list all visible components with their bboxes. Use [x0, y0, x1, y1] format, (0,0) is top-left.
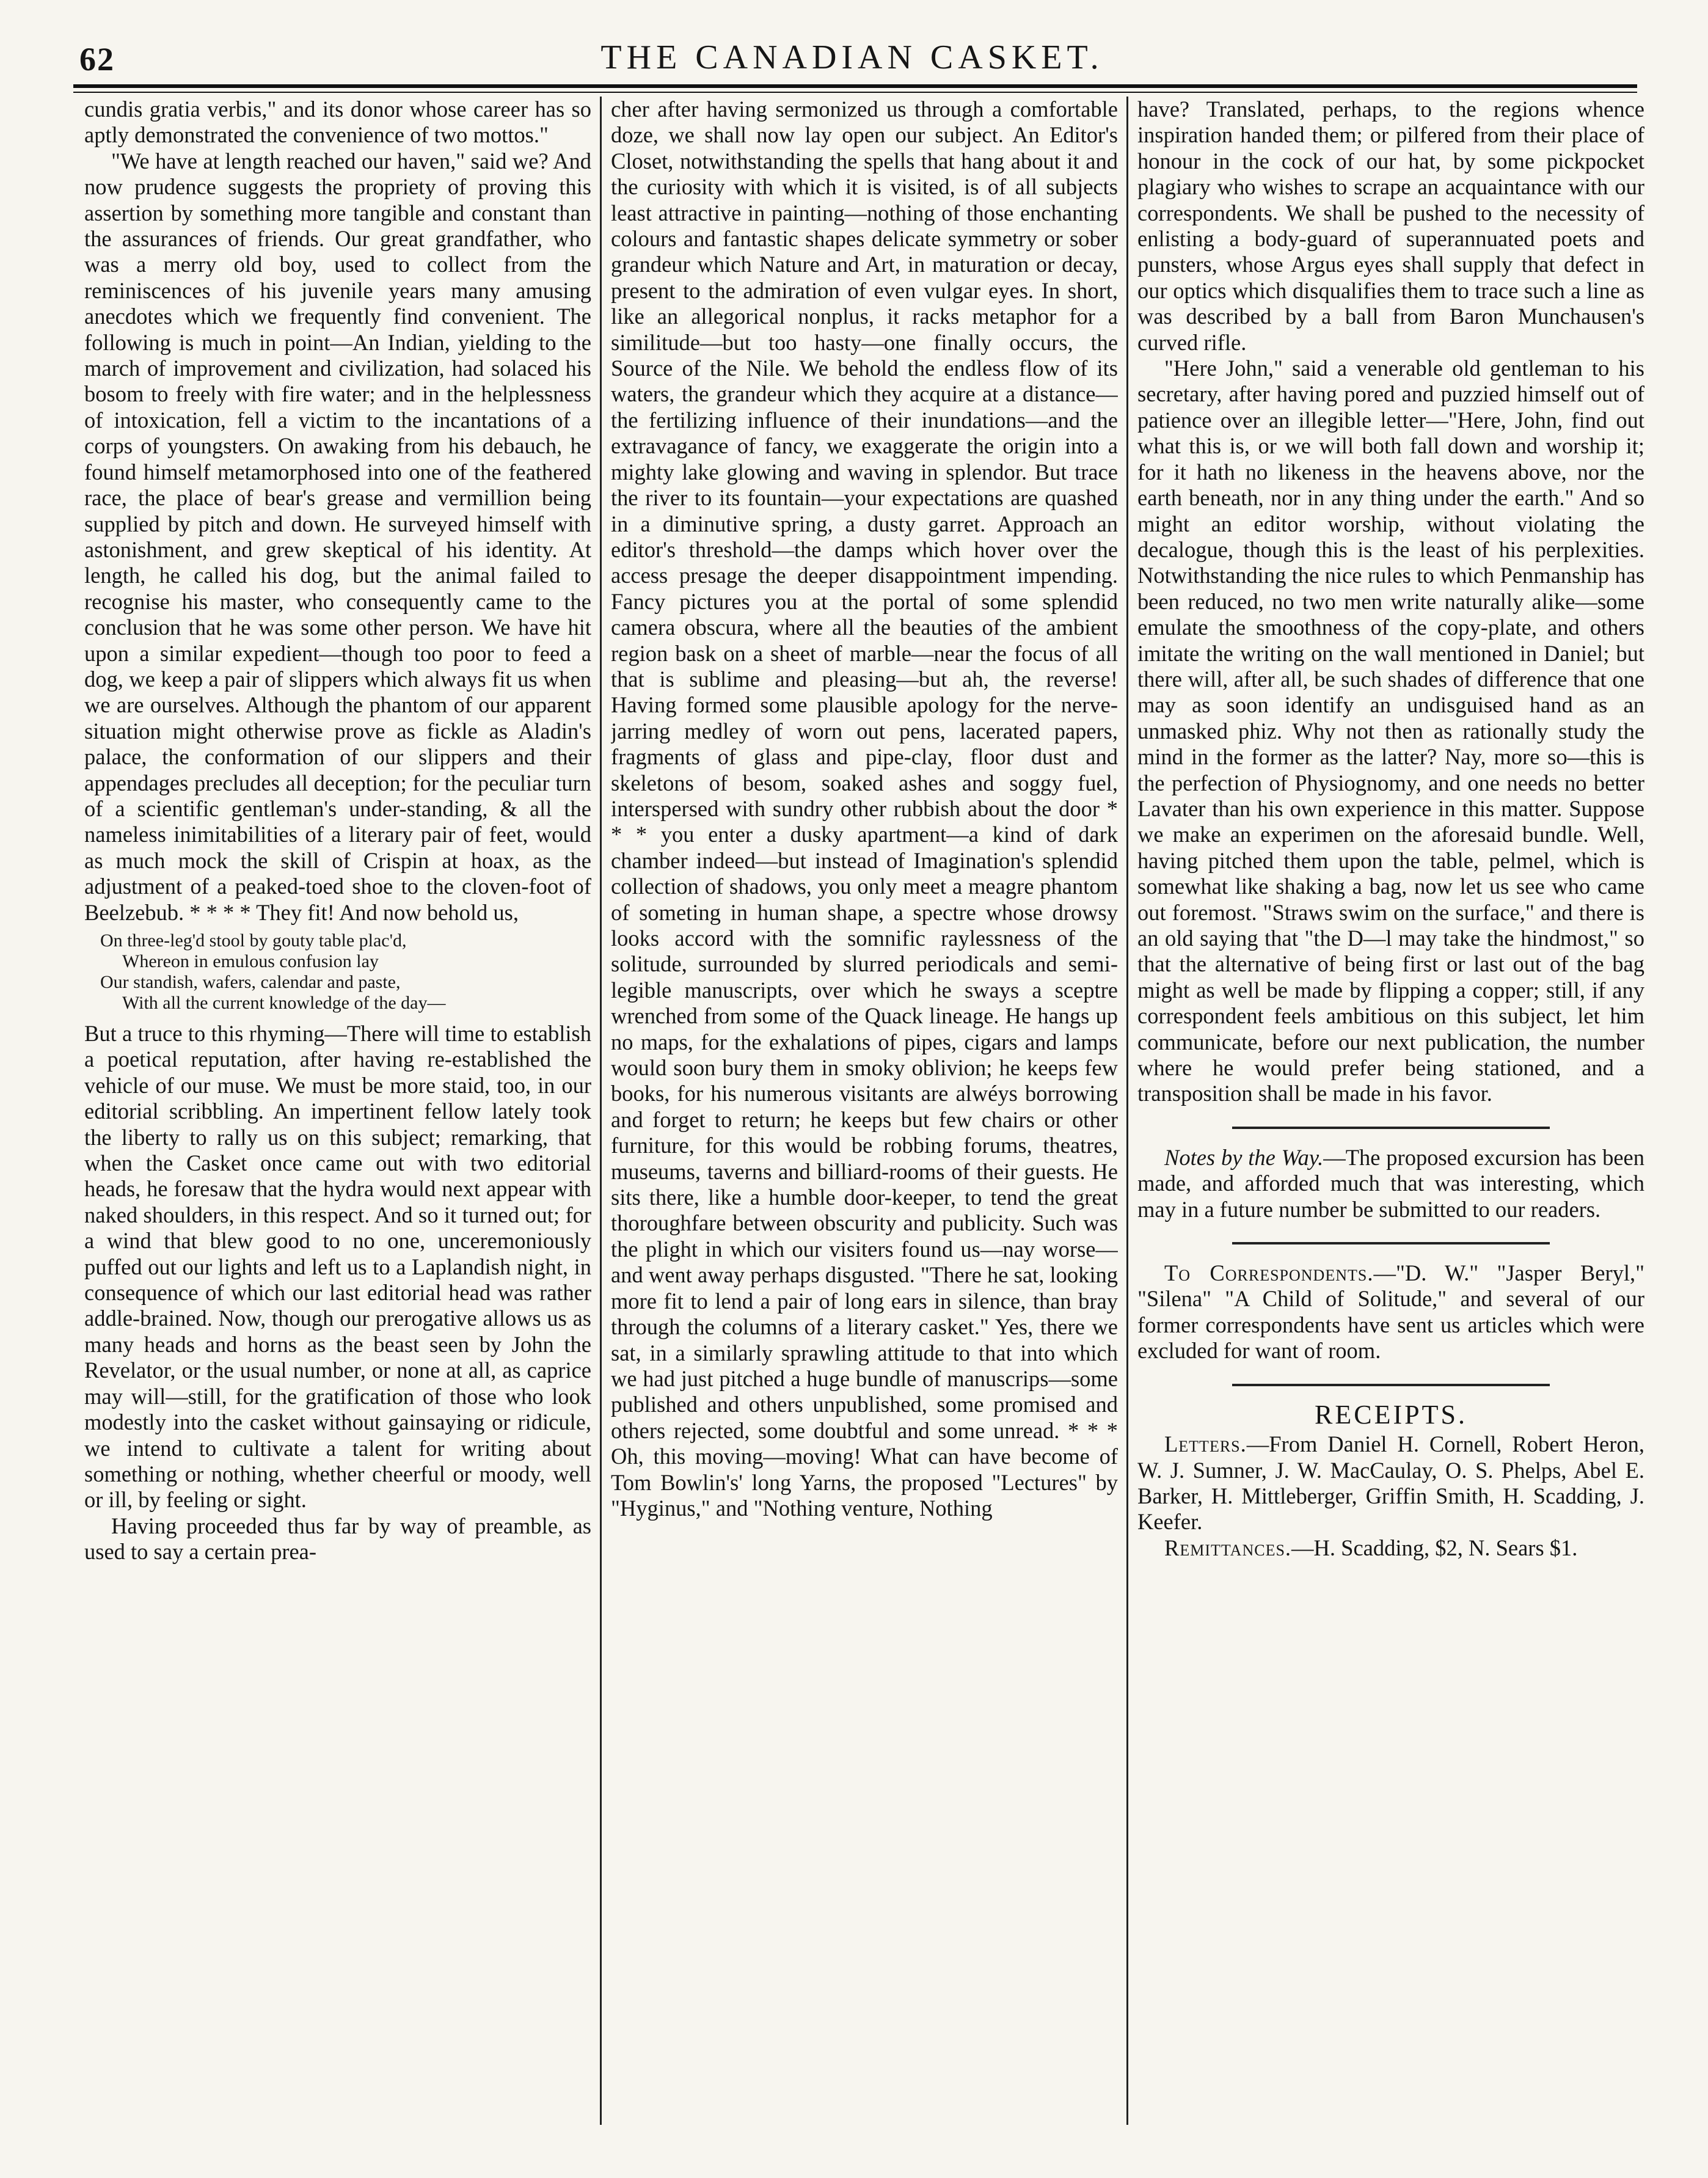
- section-divider: [1232, 1384, 1550, 1386]
- receipts-remittances: [1137, 1535, 1644, 1561]
- paragraph: "Here John," said a venerable old gentleman to his secretary, after having pored and puzzied himself out of patience over an illegible letter—"Here, John, find out what this is, or we will both fall down and worship it; for it hath no likeness in the heavens above, nor the earth beneath, nor in any thing under the earth." And so might an editor worship, without violating the decalogue, though this is the least of his perplexities. Notwithstanding the nice rules to which Penmanship has been reduced, no two men write naturally alike—some emulate the smoothness of the copy-plate, and others imitate the writing on the wall mentioned in Daniel; but there will, after all, be such shades of difference that one may as soon identify an undisguised hand as an unmasked phiz. Why not then as rationally study the mind in the former as the latter? Nay, more so—this is the perfection of Physiognomy, and one needs no better Lavater than his own experience in this matter. Suppose we make an experimen on the aforesaid bundle. Well, having pitched them upon the table, pelmel, which is somewhat like shaking a bag, now let us see who came out foremost. "Straws swim on the surface," and there is an old saying that "the D—l may take the hindmost," so that the alternative of being first or last out of the bag might as well be made by flipping a copper; still, if any correspondent feels ambitious on this subject, let him communicate, before our next publication, the number where he would prefer being stationed, and a transposition shall be made in his favor.: [1137, 356, 1644, 1106]
- column-divider-2: [1126, 97, 1128, 2125]
- notes-label: Notes by the Way.: [1164, 1144, 1324, 1170]
- header-rule: [73, 84, 1637, 93]
- remittances-label: Remittances.: [1164, 1535, 1292, 1560]
- column-divider-1: [600, 97, 602, 2125]
- paragraph: Having proceeded thus far by way of preamble, as used to say a certain prea-: [84, 1513, 591, 1565]
- remittances-text: —H. Scadding, $2, N. Sears $1.: [1291, 1535, 1578, 1560]
- notes-text: —The proposed excursion has been made, and afforded much that was interesting, which may in a future number be submitted to our readers.: [1137, 1144, 1644, 1222]
- verse-line: On three-leg'd stool by gouty table plac'd,: [100, 930, 407, 951]
- section-divider: [1232, 1127, 1550, 1129]
- verse-line: Our standish, wafers, calendar and paste,: [100, 972, 401, 992]
- to-correspondents: [1137, 1260, 1644, 1364]
- verse-line: With all the current knowledge of the day—: [122, 993, 446, 1013]
- page-number: 62: [79, 41, 115, 78]
- correspondents-label: To Correspondents.: [1164, 1260, 1374, 1286]
- verse-quote: [100, 930, 591, 1014]
- receipts-letters: [1137, 1431, 1644, 1535]
- column-3: [1137, 97, 1644, 2162]
- paragraph: have? Translated, perhaps, to the regions whence inspiration handed them; or pilfered from their place of honour in the cock of our hat, by some pickpocket plagiary who wishes to scrape an acquaintance with our correspondents. We shall be pushed to the necessity of enlisting a body-guard of superannuated poets and punsters, whose Argus eyes shall supply that defect in our optics which disqualifies them to trace such a line as was described by a ball from Baron Munchausen's curved rifle.: [1137, 97, 1644, 355]
- paragraph: cher after having sermonized us through a comfortable doze, we shall now lay open our subject. An Editor's Closet, notwithstanding the spells that hang about it and the curiosity with which it is visited, is of all subjects least attractive in painting—nothing of those enchanting colours and fantastic shapes delicate symmetry or sober grandeur which Nature and Art, in maturation or decay, present to the admiration of even vulgar eyes. In short, like an allegorical nonplus, it racks metaphor for a similitude—but too hasty—one finally occurs, the Source of the Nile. We behold the endless flow of its waters, the grandeur which they acquire at a distance—the fertilizing influence of their inundations—and the extravagance of fancy, we exaggerate the origin into a mighty lake glowing and waving in splendor. But trace the river to its fountain—your expectations are quashed in a diminutive spring, a dusty garret. Approach an editor's threshold—the damps which hover over the access presage the deeper disappointment impending. Fancy pictures you at the portal of some splendid camera obscura, where all the beauties of the ambient region bask on a sheet of marble—near the focus of all that is sublime and pleasing—but ah, the reverse! Having formed some plausible apology for the nerve-jarring medley of worn out pens, lacerated papers, fragments of glass and pipe-clay, floor dust and skeletons of besom, soaked ashes and soggy fuel, interspersed with sundry other rubbish about the door * * * you enter a dusky apartment—a kind of dark chamber indeed—but instead of Imagination's splendid collection of shadows, you only meet a meagre phantom of someting in human shape, a spectre whose drowsy looks accord with the somnific raylessness of the solitude, surrounded by slurred periodicals and semi-legible manuscripts, over which he sways a sceptre wrenched from some of the Quack lineage. He hangs up no maps, for the exhalations of pipes, cigars and lamps would soon bury them in smoky oblivion; he keeps few books, for his numerous visitants are alwéys borrowing and forget to return; he keeps but few chairs or other furniture, for this would be robbing forums, theatres, museums, taverns and billiard-rooms of their guests. He sits there, like a humble door-keeper, to tend the great thoroughfare between obscurity and publicity. Such was the plight in which our visiters found us—nay worse—and went away perhaps disgusted. "There he sat, looking more fit to lend a pair of long ears in silence, than bray through the columns of a literary casket." Yes, there we sat, in a similarly sprawling attitude to that into which we had just pitched a huge bundle of manuscrips—some published and others unpublished, some promised and others rejected, some doubtful and some unread. * * * Oh, this moving—moving! What can have become of Tom Bowlin's' long Yarns, the proposed "Lectures" by "Hyginus," and "Nothing venture, Nothing: [611, 97, 1118, 1521]
- column-2: [611, 97, 1118, 2162]
- paragraph: "We have at length reached our haven," said we? And now prudence suggests the propriety of proving this assertion by something more tangible and constant than the assurances of friends. Our great grandfather, who was a merry old boy, used to collect from the reminiscences of his juvenile years many amusing anecdotes which we frequently find convenient. The following is much in point—An Indian, yielding to the march of improvement and civilization, had solaced his bosom to freely with fire water; and in the helplessness of intoxication, fell a victim to the incantations of a corps of youngsters. On awaking from his debauch, he found himself metamorphosed into one of the feathered race, the place of bear's grease and vermillion being supplied by pitch and down. He surveyed himself with astonishment, and grew skeptical of his identity. At length, he called his dog, but the animal failed to recognise his master, who consequently came to the conclusion that he was some other person. We have hit upon a similar expedient—though too poor to feed a dog, we keep a pair of slippers which always fit us when we are ourselves. Although the phantom of our apparent situation might otherwise prove as fickle as Aladin's palace, the conformation of our slippers and their appendages precludes all deception; for the peculiar turn of a scientific gentleman's under-standing, & all the nameless inimitabilities of a literary pair of feet, would as much mock the skill of Crispin at hoax, as the adjustment of a peaked-toed shoe to the cloven-foot of Beelzebub. * * * * They fit! And now behold us,: [84, 148, 591, 925]
- paragraph: cundis gratia verbis," and its donor whose career has so aptly demonstrated the convenience of two mottos.": [84, 97, 591, 148]
- verse-line: Whereon in emulous confusion lay: [122, 951, 379, 971]
- notes-by-the-way: [1137, 1145, 1644, 1222]
- receipts-heading: RECEIPTS.: [1315, 1399, 1467, 1430]
- column-1: [84, 97, 591, 2162]
- correspondents-text: —"D. W." "Jasper Beryl," "Silena" "A Child of Solitude," and several of our former correspondents have sent us articles which were excluded for want of room.: [1137, 1260, 1644, 1364]
- letters-label: Letters.: [1164, 1431, 1247, 1457]
- letters-text: —From Daniel H. Cornell, Robert Heron, W. J. Sumner, J. W. MacCaulay, O. S. Phelps, Abel E. Barker, H. Mittleberger, Griffin Smith, H. Scadding, J. Keefer.: [1137, 1431, 1644, 1535]
- paragraph: But a truce to this rhyming—There will time to establish a poetical reputation, after having re-established the vehicle of our muse. We must be more staid, too, in our editorial scribbling. An impertinent fellow lately took the liberty to rally us on this subject; remarking, that when the Casket once came out with two editorial heads, he foresaw that the hydra would next appear with naked shoulders, in this respect. And so it turned out; for a wind that blew good to no one, unceremoniously puffed out our lights and left us to a Laplandish night, in consequence of which our last editorial head was rather addle-brained. Now, though our prerogative allows us as many heads and horns as the beast seen by John the Revelator, or the usual number, or none at all, as caprice may will—still, for the gratification of those who look modestly into the casket without gainsaying or ridicule, we intend to cultivate a talent for writing about something or nothing, whether cheerful or moody, well or ill, by feeling or sight.: [84, 1021, 591, 1513]
- running-title: THE CANADIAN CASKET.: [600, 38, 1104, 76]
- section-divider: [1232, 1242, 1550, 1244]
